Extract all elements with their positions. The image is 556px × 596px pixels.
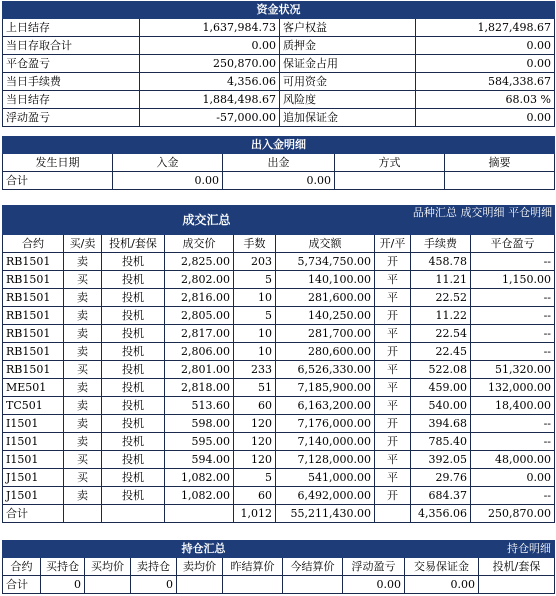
trade-cell: 140,100.00 — [276, 271, 375, 289]
fund-value: 0.00 — [416, 37, 555, 55]
io-total-method — [335, 172, 445, 190]
trade-cell: 投机 — [102, 487, 165, 505]
trade-row — [3, 487, 555, 505]
fund-label: 保证金占用 — [280, 55, 416, 73]
trade-cell: 2,806.00 — [165, 343, 234, 361]
trade-cell: 平 — [375, 289, 411, 307]
trade-cell: 投机 — [102, 379, 165, 397]
fund-row — [3, 37, 555, 55]
trade-cell: -- — [471, 289, 555, 307]
fund-row — [3, 73, 555, 91]
trade-total-label: 合计 — [3, 505, 64, 523]
trade-cell: 卖 — [64, 289, 102, 307]
trade-cell: 120 — [234, 433, 276, 451]
trade-cell: 投机 — [102, 451, 165, 469]
trade-row — [3, 325, 555, 343]
trade-cell: RB1501 — [3, 343, 64, 361]
position-column-header: 今结算价 — [283, 558, 343, 576]
trade-cell: 595.00 — [165, 433, 234, 451]
close-detail-link[interactable]: 平仓明细 — [508, 206, 553, 219]
trade-row — [3, 253, 555, 271]
position-detail-link[interactable]: 持仓明细 — [405, 541, 555, 558]
trade-cell: 投机 — [102, 433, 165, 451]
pos-total-float: 0.00 — [343, 576, 405, 594]
trade-cell: I1501 — [3, 415, 64, 433]
io-header-date: 发生日期 — [3, 154, 113, 172]
trade-summary-table — [2, 205, 555, 523]
trade-column-header: 成交价 — [165, 235, 234, 253]
fund-label: 客户权益 — [280, 19, 416, 37]
trade-cell: 458.78 — [411, 253, 471, 271]
pos-total-margin: 0.00 — [405, 576, 479, 594]
trade-cell: 平 — [375, 397, 411, 415]
io-total-label: 合计 — [3, 172, 113, 190]
position-column-header: 卖持仓 — [131, 558, 177, 576]
fund-label: 平仓盈亏 — [3, 55, 140, 73]
variety-summary-link[interactable]: 品种汇总 — [412, 206, 457, 219]
trade-cell: 203 — [234, 253, 276, 271]
trade-cell: 买 — [64, 469, 102, 487]
trade-cell: 132,000.00 — [471, 379, 555, 397]
trade-cell: 2,802.00 — [165, 271, 234, 289]
trade-cell: 平 — [375, 451, 411, 469]
trade-column-header: 手数 — [234, 235, 276, 253]
trade-row — [3, 433, 555, 451]
fund-row — [3, 55, 555, 73]
io-total-in: 0.00 — [113, 172, 223, 190]
position-column-header: 投机/套保 — [479, 558, 555, 576]
fund-value: 1,884,498.67 — [140, 91, 280, 109]
trade-cell: 281,700.00 — [276, 325, 375, 343]
trade-cell: ME501 — [3, 379, 64, 397]
trade-cell: 投机 — [102, 271, 165, 289]
trade-column-header: 合约 — [3, 235, 64, 253]
fund-label: 追加保证金 — [280, 109, 416, 127]
trade-cell: 2,825.00 — [165, 253, 234, 271]
trade-cell: 2,818.00 — [165, 379, 234, 397]
trade-cell: 22.52 — [411, 289, 471, 307]
fund-value: 0.00 — [140, 37, 280, 55]
trade-cell: 6,163,200.00 — [276, 397, 375, 415]
trade-cell: 594.00 — [165, 451, 234, 469]
trade-cell: -- — [471, 307, 555, 325]
trade-cell: I1501 — [3, 451, 64, 469]
trade-cell: 卖 — [64, 325, 102, 343]
trade-cell: 11.22 — [411, 307, 471, 325]
trade-cell: 6,526,330.00 — [276, 361, 375, 379]
io-header-method: 方式 — [335, 154, 445, 172]
trade-cell: 投机 — [102, 325, 165, 343]
deposit-withdraw-title: 出入金明细 — [3, 137, 555, 154]
fund-row — [3, 91, 555, 109]
trade-cell: 10 — [234, 343, 276, 361]
trade-cell: 11.21 — [411, 271, 471, 289]
io-header-summary: 摘要 — [445, 154, 555, 172]
trade-cell: 买 — [64, 271, 102, 289]
trade-column-header: 手续费 — [411, 235, 471, 253]
trade-cell: 卖 — [64, 415, 102, 433]
trade-cell: 卖 — [64, 487, 102, 505]
trade-column-header: 平仓盈亏 — [471, 235, 555, 253]
fund-row — [3, 19, 555, 37]
fund-status-table — [2, 1, 555, 127]
fund-value: -57,000.00 — [140, 109, 280, 127]
trade-cell: 10 — [234, 289, 276, 307]
trade-cell: 5 — [234, 307, 276, 325]
trade-cell: 1,082.00 — [165, 469, 234, 487]
trade-cell: 785.40 — [411, 433, 471, 451]
trade-cell: 6,492,000.00 — [276, 487, 375, 505]
fund-label: 当日手续费 — [3, 73, 140, 91]
pos-total-sell: 0 — [131, 576, 177, 594]
trade-cell: 2,805.00 — [165, 307, 234, 325]
trade-cell: 280,600.00 — [276, 343, 375, 361]
trade-cell: 平 — [375, 361, 411, 379]
fund-row — [3, 109, 555, 127]
trade-cell: 买 — [64, 361, 102, 379]
trade-cell: 5,734,750.00 — [276, 253, 375, 271]
io-total-out: 0.00 — [223, 172, 335, 190]
position-column-header: 买持仓 — [41, 558, 85, 576]
trade-cell: RB1501 — [3, 271, 64, 289]
trade-total-amount: 55,211,430.00 — [276, 505, 375, 523]
trade-cell: -- — [471, 343, 555, 361]
pos-total-label: 合计 — [3, 576, 41, 594]
trade-cell: -- — [471, 433, 555, 451]
fund-label: 可用资金 — [280, 73, 416, 91]
trade-column-header: 投机/套保 — [102, 235, 165, 253]
trade-cell: RB1501 — [3, 325, 64, 343]
trade-row — [3, 361, 555, 379]
fund-status-title: 资金状况 — [3, 2, 555, 19]
position-summary-title: 持仓汇总 — [3, 541, 405, 558]
position-column-header: 交易保证金 — [405, 558, 479, 576]
fund-label: 上日结存 — [3, 19, 140, 37]
pos-total-buy: 0 — [41, 576, 85, 594]
trade-cell: 卖 — [64, 397, 102, 415]
fund-value: 0.00 — [416, 55, 555, 73]
trade-cell: 0.00 — [471, 469, 555, 487]
trade-cell: 卖 — [64, 253, 102, 271]
trade-cell: RB1501 — [3, 253, 64, 271]
fund-value: 1,637,984.73 — [140, 19, 280, 37]
trade-cell: 51,320.00 — [471, 361, 555, 379]
trade-cell: 29.76 — [411, 469, 471, 487]
trade-cell: 投机 — [102, 415, 165, 433]
io-total-summary — [445, 172, 555, 190]
trade-cell: 7,185,900.00 — [276, 379, 375, 397]
trade-cell: 开 — [375, 307, 411, 325]
trade-detail-link[interactable]: 成交明细 — [460, 206, 505, 219]
trade-cell: 2,816.00 — [165, 289, 234, 307]
trade-cell: 684.37 — [411, 487, 471, 505]
trade-cell: TC501 — [3, 397, 64, 415]
trade-cell: 1,150.00 — [471, 271, 555, 289]
trade-row — [3, 271, 555, 289]
trade-cell: 投机 — [102, 343, 165, 361]
trade-cell: -- — [471, 325, 555, 343]
trade-cell: I1501 — [3, 433, 64, 451]
position-column-header: 合约 — [3, 558, 41, 576]
trade-column-header: 买/卖 — [64, 235, 102, 253]
trade-cell: 120 — [234, 415, 276, 433]
trade-total-pnl: 250,870.00 — [471, 505, 555, 523]
trade-cell: 51 — [234, 379, 276, 397]
position-column-header: 买均价 — [85, 558, 131, 576]
trade-cell: 买 — [64, 451, 102, 469]
trade-cell: 平 — [375, 379, 411, 397]
trade-cell: RB1501 — [3, 361, 64, 379]
trade-cell: 开 — [375, 253, 411, 271]
trade-column-header: 开/平 — [375, 235, 411, 253]
trade-cell: 1,082.00 — [165, 487, 234, 505]
fund-value: 584,338.67 — [416, 73, 555, 91]
trade-cell: 开 — [375, 415, 411, 433]
trade-total-lots: 1,012 — [234, 505, 276, 523]
trade-row — [3, 343, 555, 361]
trade-cell: 开 — [375, 343, 411, 361]
trade-cell: 平 — [375, 325, 411, 343]
trade-row — [3, 379, 555, 397]
trade-cell: 392.05 — [411, 451, 471, 469]
fund-value: 4,356.06 — [140, 73, 280, 91]
trade-cell: J1501 — [3, 487, 64, 505]
trade-cell: 522.08 — [411, 361, 471, 379]
trade-total-fee: 4,356.06 — [411, 505, 471, 523]
trade-cell: 开 — [375, 433, 411, 451]
trade-cell: 513.60 — [165, 397, 234, 415]
trade-row — [3, 451, 555, 469]
trade-cell: 10 — [234, 325, 276, 343]
position-summary-table — [2, 540, 555, 594]
trade-cell: RB1501 — [3, 289, 64, 307]
trade-row — [3, 469, 555, 487]
trade-cell: 394.68 — [411, 415, 471, 433]
trade-cell: 541,000.00 — [276, 469, 375, 487]
position-column-header: 浮动盈亏 — [343, 558, 405, 576]
fund-value: 68.03 % — [416, 91, 555, 109]
trade-cell: 233 — [234, 361, 276, 379]
position-column-header: 卖均价 — [177, 558, 223, 576]
fund-label: 当日结存 — [3, 91, 140, 109]
fund-label: 质押金 — [280, 37, 416, 55]
trade-cell: 卖 — [64, 343, 102, 361]
trade-cell: 投机 — [102, 361, 165, 379]
trade-summary-title: 成交汇总 — [3, 206, 411, 235]
trade-row — [3, 415, 555, 433]
trade-cell: 平 — [375, 271, 411, 289]
fund-label: 浮动盈亏 — [3, 109, 140, 127]
trade-cell: 平 — [375, 469, 411, 487]
trade-row — [3, 307, 555, 325]
trade-cell: 卖 — [64, 307, 102, 325]
trade-cell: 60 — [234, 487, 276, 505]
position-column-header: 昨结算价 — [223, 558, 283, 576]
trade-cell: 281,600.00 — [276, 289, 375, 307]
trade-cell: -- — [471, 415, 555, 433]
trade-cell: 7,128,000.00 — [276, 451, 375, 469]
trade-row — [3, 397, 555, 415]
trade-column-header: 成交额 — [276, 235, 375, 253]
trade-cell: 22.45 — [411, 343, 471, 361]
fund-label: 当日存取合计 — [3, 37, 140, 55]
trade-cell: 2,817.00 — [165, 325, 234, 343]
trade-cell: 卖 — [64, 379, 102, 397]
trade-cell: 22.54 — [411, 325, 471, 343]
trade-cell: RB1501 — [3, 307, 64, 325]
trade-cell: 459.00 — [411, 379, 471, 397]
trade-cell: 5 — [234, 469, 276, 487]
trade-cell: 48,000.00 — [471, 451, 555, 469]
fund-label: 风险度 — [280, 91, 416, 109]
trade-cell: 开 — [375, 487, 411, 505]
trade-cell: 投机 — [102, 397, 165, 415]
trade-cell: -- — [471, 253, 555, 271]
trade-cell: J1501 — [3, 469, 64, 487]
trade-cell: 卖 — [64, 433, 102, 451]
trade-cell: -- — [471, 487, 555, 505]
fund-value: 0.00 — [416, 109, 555, 127]
deposit-withdraw-table — [2, 136, 555, 190]
trade-cell: 7,140,000.00 — [276, 433, 375, 451]
trade-cell: 598.00 — [165, 415, 234, 433]
trade-cell: 投机 — [102, 307, 165, 325]
trade-cell: 60 — [234, 397, 276, 415]
fund-value: 250,870.00 — [140, 55, 280, 73]
fund-value: 1,827,498.67 — [416, 19, 555, 37]
io-header-in: 入金 — [113, 154, 223, 172]
trade-cell: 540.00 — [411, 397, 471, 415]
io-header-out: 出金 — [223, 154, 335, 172]
trade-cell: 2,801.00 — [165, 361, 234, 379]
trade-cell: 18,400.00 — [471, 397, 555, 415]
trade-row — [3, 289, 555, 307]
trade-cell: 投机 — [102, 253, 165, 271]
trade-cell: 140,250.00 — [276, 307, 375, 325]
trade-cell: 120 — [234, 451, 276, 469]
trade-cell: 投机 — [102, 289, 165, 307]
trade-cell: 投机 — [102, 469, 165, 487]
trade-cell: 7,176,000.00 — [276, 415, 375, 433]
trade-cell: 5 — [234, 271, 276, 289]
